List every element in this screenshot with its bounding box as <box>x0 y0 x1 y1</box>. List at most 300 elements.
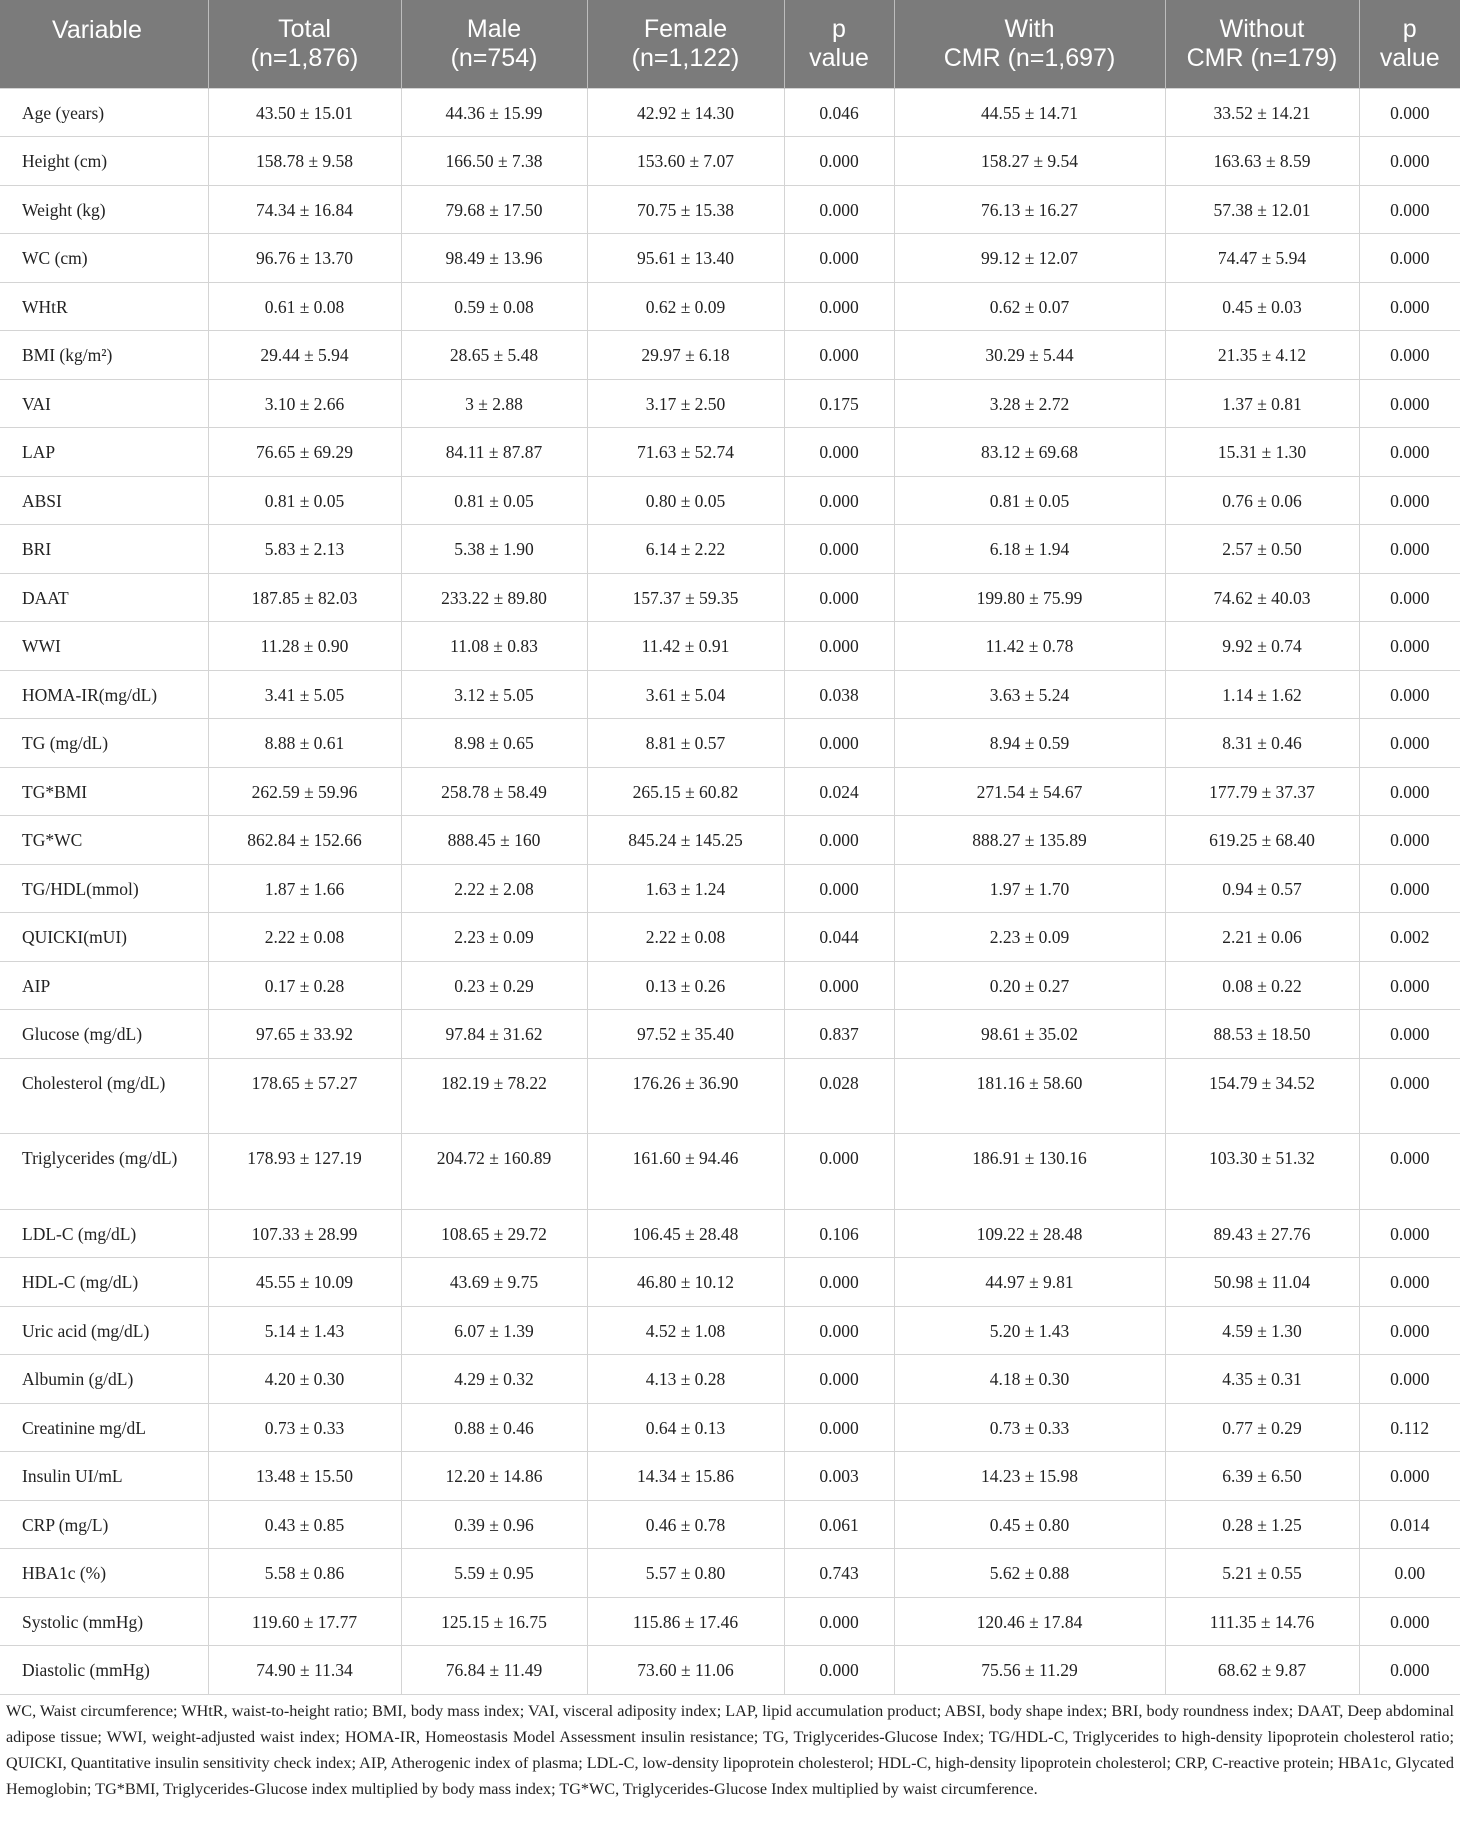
cell-total: 45.55 ± 10.09 <box>208 1258 401 1307</box>
cell-with-cmr: 5.20 ± 1.43 <box>894 1306 1165 1355</box>
cell-female: 0.64 ± 0.13 <box>587 1403 784 1452</box>
cell-p-value-sex: 0.000 <box>784 1597 894 1646</box>
cell-total: 187.85 ± 82.03 <box>208 573 401 622</box>
cell-male: 98.49 ± 13.96 <box>401 234 587 283</box>
cell-total: 3.41 ± 5.05 <box>208 670 401 719</box>
cell-with-cmr: 76.13 ± 16.27 <box>894 185 1165 234</box>
cell-variable: AIP <box>0 961 208 1010</box>
cell-variable: WC (cm) <box>0 234 208 283</box>
cell-male: 6.07 ± 1.39 <box>401 1306 587 1355</box>
cell-total: 29.44 ± 5.94 <box>208 331 401 380</box>
cell-female: 95.61 ± 13.40 <box>587 234 784 283</box>
cell-with-cmr: 3.28 ± 2.72 <box>894 379 1165 428</box>
cell-without-cmr: 163.63 ± 8.59 <box>1165 137 1359 186</box>
cell-p-value-sex: 0.046 <box>784 88 894 137</box>
cell-p-value-sex: 0.000 <box>784 961 894 1010</box>
table-row <box>0 1209 1460 1258</box>
cell-total: 76.65 ± 69.29 <box>208 428 401 477</box>
cell-male: 233.22 ± 89.80 <box>401 573 587 622</box>
table-row <box>0 1500 1460 1549</box>
cell-without-cmr: 103.30 ± 51.32 <box>1165 1134 1359 1210</box>
cell-with-cmr: 0.20 ± 0.27 <box>894 961 1165 1010</box>
table-row <box>0 622 1460 671</box>
table-row <box>0 525 1460 574</box>
cell-p-value-cmr: 0.000 <box>1359 1597 1460 1646</box>
cell-p-value-cmr: 0.000 <box>1359 1258 1460 1307</box>
cell-total: 0.81 ± 0.05 <box>208 476 401 525</box>
cell-female: 46.80 ± 10.12 <box>587 1258 784 1307</box>
cell-p-value-cmr: 0.000 <box>1359 88 1460 137</box>
cell-without-cmr: 68.62 ± 9.87 <box>1165 1646 1359 1695</box>
table-row <box>0 1646 1460 1695</box>
header-line: Female <box>643 14 728 43</box>
cell-p-value-cmr: 0.000 <box>1359 525 1460 574</box>
table-row <box>0 1306 1460 1355</box>
cell-total: 3.10 ± 2.66 <box>208 379 401 428</box>
cell-with-cmr: 158.27 ± 9.54 <box>894 137 1165 186</box>
cell-total: 13.48 ± 15.50 <box>208 1452 401 1501</box>
table-row <box>0 476 1460 525</box>
cell-variable: Systolic (mmHg) <box>0 1597 208 1646</box>
table-row <box>0 864 1460 913</box>
cell-female: 73.60 ± 11.06 <box>587 1646 784 1695</box>
header-line: (n=1,122) <box>631 43 740 72</box>
cell-p-value-sex: 0.000 <box>784 525 894 574</box>
cell-male: 204.72 ± 160.89 <box>401 1134 587 1210</box>
table-row <box>0 670 1460 719</box>
cell-male: 44.36 ± 15.99 <box>401 88 587 137</box>
table-row <box>0 1355 1460 1404</box>
cell-female: 42.92 ± 14.30 <box>587 88 784 137</box>
cell-male: 888.45 ± 160 <box>401 816 587 865</box>
cell-p-value-cmr: 0.000 <box>1359 379 1460 428</box>
cell-without-cmr: 0.77 ± 0.29 <box>1165 1403 1359 1452</box>
cell-p-value-sex: 0.000 <box>784 573 894 622</box>
cell-male: 43.69 ± 9.75 <box>401 1258 587 1307</box>
table-row <box>0 1134 1460 1210</box>
cell-variable: WHtR <box>0 282 208 331</box>
header-line: Male <box>466 14 522 43</box>
table-row <box>0 719 1460 768</box>
cell-p-value-cmr: 0.000 <box>1359 719 1460 768</box>
cell-total: 107.33 ± 28.99 <box>208 1209 401 1258</box>
cell-male: 97.84 ± 31.62 <box>401 1010 587 1059</box>
table-row <box>0 767 1460 816</box>
cell-variable: LAP <box>0 428 208 477</box>
cell-p-value-sex: 0.000 <box>784 282 894 331</box>
cell-with-cmr: 6.18 ± 1.94 <box>894 525 1165 574</box>
cell-p-value-sex: 0.038 <box>784 670 894 719</box>
cell-with-cmr: 181.16 ± 58.60 <box>894 1058 1165 1134</box>
cell-without-cmr: 2.21 ± 0.06 <box>1165 913 1359 962</box>
cell-p-value-sex: 0.000 <box>784 476 894 525</box>
table-row <box>0 1258 1460 1307</box>
cell-p-value-sex: 0.000 <box>784 331 894 380</box>
header-line: Total <box>278 14 331 43</box>
cell-male: 76.84 ± 11.49 <box>401 1646 587 1695</box>
cell-total: 0.17 ± 0.28 <box>208 961 401 1010</box>
cell-p-value-sex: 0.028 <box>784 1058 894 1134</box>
cell-female: 71.63 ± 52.74 <box>587 428 784 477</box>
cell-with-cmr: 44.97 ± 9.81 <box>894 1258 1165 1307</box>
cell-p-value-cmr: 0.000 <box>1359 1646 1460 1695</box>
table-body <box>0 88 1460 1694</box>
cell-male: 84.11 ± 87.87 <box>401 428 587 477</box>
cell-with-cmr: 0.45 ± 0.80 <box>894 1500 1165 1549</box>
header-total <box>208 0 401 88</box>
cell-p-value-sex: 0.000 <box>784 234 894 283</box>
cell-with-cmr: 83.12 ± 69.68 <box>894 428 1165 477</box>
cell-total: 96.76 ± 13.70 <box>208 234 401 283</box>
cell-with-cmr: 99.12 ± 12.07 <box>894 234 1165 283</box>
cell-female: 0.80 ± 0.05 <box>587 476 784 525</box>
cell-male: 0.81 ± 0.05 <box>401 476 587 525</box>
cell-without-cmr: 4.59 ± 1.30 <box>1165 1306 1359 1355</box>
cell-p-value-cmr: 0.000 <box>1359 282 1460 331</box>
cell-variable: Insulin UI/mL <box>0 1452 208 1501</box>
cell-female: 29.97 ± 6.18 <box>587 331 784 380</box>
cell-with-cmr: 4.18 ± 0.30 <box>894 1355 1165 1404</box>
table-header <box>0 0 1460 88</box>
cell-female: 3.61 ± 5.04 <box>587 670 784 719</box>
cell-p-value-cmr: 0.000 <box>1359 476 1460 525</box>
cell-female: 5.57 ± 0.80 <box>587 1549 784 1598</box>
cell-female: 153.60 ± 7.07 <box>587 137 784 186</box>
cell-female: 6.14 ± 2.22 <box>587 525 784 574</box>
cell-variable: Height (cm) <box>0 137 208 186</box>
cell-female: 14.34 ± 15.86 <box>587 1452 784 1501</box>
cell-with-cmr: 186.91 ± 130.16 <box>894 1134 1165 1210</box>
cell-male: 8.98 ± 0.65 <box>401 719 587 768</box>
cell-male: 125.15 ± 16.75 <box>401 1597 587 1646</box>
cell-variable: QUICKI(mUI) <box>0 913 208 962</box>
cell-p-value-cmr: 0.000 <box>1359 573 1460 622</box>
cell-female: 2.22 ± 0.08 <box>587 913 784 962</box>
cell-without-cmr: 89.43 ± 27.76 <box>1165 1209 1359 1258</box>
cell-p-value-sex: 0.000 <box>784 1134 894 1210</box>
cell-without-cmr: 74.47 ± 5.94 <box>1165 234 1359 283</box>
header-p-value-cmr <box>1359 0 1460 88</box>
cell-p-value-cmr: 0.000 <box>1359 1209 1460 1258</box>
cell-total: 11.28 ± 0.90 <box>208 622 401 671</box>
table-row <box>0 573 1460 622</box>
cell-without-cmr: 619.25 ± 68.40 <box>1165 816 1359 865</box>
cell-p-value-sex: 0.061 <box>784 1500 894 1549</box>
cell-total: 0.73 ± 0.33 <box>208 1403 401 1452</box>
header-line: value <box>809 43 869 72</box>
cell-with-cmr: 75.56 ± 11.29 <box>894 1646 1165 1695</box>
cell-variable: Uric acid (mg/dL) <box>0 1306 208 1355</box>
cell-variable: Diastolic (mmHg) <box>0 1646 208 1695</box>
cell-total: 74.90 ± 11.34 <box>208 1646 401 1695</box>
cell-female: 97.52 ± 35.40 <box>587 1010 784 1059</box>
cell-with-cmr: 14.23 ± 15.98 <box>894 1452 1165 1501</box>
header-line: p <box>1402 14 1417 43</box>
cell-p-value-cmr: 0.002 <box>1359 913 1460 962</box>
cell-p-value-cmr: 0.000 <box>1359 185 1460 234</box>
cell-p-value-cmr: 0.000 <box>1359 137 1460 186</box>
cell-variable: Albumin (g/dL) <box>0 1355 208 1404</box>
cell-female: 8.81 ± 0.57 <box>587 719 784 768</box>
header-with-cmr <box>894 0 1165 88</box>
cell-female: 3.17 ± 2.50 <box>587 379 784 428</box>
cell-female: 115.86 ± 17.46 <box>587 1597 784 1646</box>
cell-with-cmr: 2.23 ± 0.09 <box>894 913 1165 962</box>
cell-p-value-sex: 0.003 <box>784 1452 894 1501</box>
cell-without-cmr: 88.53 ± 18.50 <box>1165 1010 1359 1059</box>
cell-without-cmr: 2.57 ± 0.50 <box>1165 525 1359 574</box>
cell-variable: TG*BMI <box>0 767 208 816</box>
table-row <box>0 961 1460 1010</box>
cell-without-cmr: 4.35 ± 0.31 <box>1165 1355 1359 1404</box>
cell-male: 4.29 ± 0.32 <box>401 1355 587 1404</box>
cell-male: 2.22 ± 2.08 <box>401 864 587 913</box>
cell-variable: BMI (kg/m²) <box>0 331 208 380</box>
table-row <box>0 185 1460 234</box>
cell-p-value-sex: 0.000 <box>784 719 894 768</box>
cell-total: 119.60 ± 17.77 <box>208 1597 401 1646</box>
cell-male: 28.65 ± 5.48 <box>401 331 587 380</box>
cell-p-value-cmr: 0.000 <box>1359 816 1460 865</box>
cell-with-cmr: 120.46 ± 17.84 <box>894 1597 1165 1646</box>
cell-variable: Age (years) <box>0 88 208 137</box>
table-row <box>0 428 1460 477</box>
cell-with-cmr: 1.97 ± 1.70 <box>894 864 1165 913</box>
cell-with-cmr: 11.42 ± 0.78 <box>894 622 1165 671</box>
cell-without-cmr: 6.39 ± 6.50 <box>1165 1452 1359 1501</box>
cell-p-value-sex: 0.000 <box>784 428 894 477</box>
header-male <box>401 0 587 88</box>
cell-total: 0.43 ± 0.85 <box>208 1500 401 1549</box>
table-row <box>0 1452 1460 1501</box>
cell-without-cmr: 50.98 ± 11.04 <box>1165 1258 1359 1307</box>
cell-p-value-cmr: 0.000 <box>1359 1306 1460 1355</box>
cell-male: 0.59 ± 0.08 <box>401 282 587 331</box>
cell-without-cmr: 154.79 ± 34.52 <box>1165 1058 1359 1134</box>
cell-variable: WWI <box>0 622 208 671</box>
cell-p-value-sex: 0.000 <box>784 1403 894 1452</box>
cell-variable: Cholesterol (mg/dL) <box>0 1058 208 1134</box>
header-line: CMR (n=1,697) <box>943 43 1116 72</box>
cell-without-cmr: 33.52 ± 14.21 <box>1165 88 1359 137</box>
cell-total: 2.22 ± 0.08 <box>208 913 401 962</box>
cell-female: 1.63 ± 1.24 <box>587 864 784 913</box>
cell-female: 106.45 ± 28.48 <box>587 1209 784 1258</box>
table-row <box>0 137 1460 186</box>
header-line: CMR (n=179) <box>1186 43 1338 72</box>
cell-without-cmr: 111.35 ± 14.76 <box>1165 1597 1359 1646</box>
cell-female: 157.37 ± 59.35 <box>587 573 784 622</box>
cell-p-value-cmr: 0.014 <box>1359 1500 1460 1549</box>
cell-p-value-cmr: 0.00 <box>1359 1549 1460 1598</box>
cell-without-cmr: 8.31 ± 0.46 <box>1165 719 1359 768</box>
table-row <box>0 1010 1460 1059</box>
cell-p-value-sex: 0.837 <box>784 1010 894 1059</box>
cell-male: 0.88 ± 0.46 <box>401 1403 587 1452</box>
cell-male: 2.23 ± 0.09 <box>401 913 587 962</box>
cell-without-cmr: 57.38 ± 12.01 <box>1165 185 1359 234</box>
header-without-cmr <box>1165 0 1359 88</box>
cell-total: 43.50 ± 15.01 <box>208 88 401 137</box>
cell-female: 845.24 ± 145.25 <box>587 816 784 865</box>
cell-p-value-cmr: 0.000 <box>1359 428 1460 477</box>
cell-male: 79.68 ± 17.50 <box>401 185 587 234</box>
cell-p-value-sex: 0.000 <box>784 185 894 234</box>
cell-female: 70.75 ± 15.38 <box>587 185 784 234</box>
cell-without-cmr: 0.76 ± 0.06 <box>1165 476 1359 525</box>
cell-p-value-cmr: 0.000 <box>1359 864 1460 913</box>
table-row <box>0 234 1460 283</box>
cell-p-value-sex: 0.000 <box>784 137 894 186</box>
cell-p-value-cmr: 0.000 <box>1359 961 1460 1010</box>
table-row <box>0 1058 1460 1134</box>
cell-with-cmr: 271.54 ± 54.67 <box>894 767 1165 816</box>
cell-male: 11.08 ± 0.83 <box>401 622 587 671</box>
table-row <box>0 88 1460 137</box>
cell-variable: BRI <box>0 525 208 574</box>
cell-p-value-sex: 0.000 <box>784 1355 894 1404</box>
cell-p-value-cmr: 0.000 <box>1359 1058 1460 1134</box>
cell-with-cmr: 98.61 ± 35.02 <box>894 1010 1165 1059</box>
cell-p-value-sex: 0.000 <box>784 622 894 671</box>
cell-with-cmr: 30.29 ± 5.44 <box>894 331 1165 380</box>
cell-p-value-cmr: 0.000 <box>1359 1452 1460 1501</box>
cell-p-value-sex: 0.000 <box>784 864 894 913</box>
header-line: With <box>1004 14 1055 43</box>
cell-without-cmr: 21.35 ± 4.12 <box>1165 331 1359 380</box>
table-row <box>0 1549 1460 1598</box>
cell-female: 0.62 ± 0.09 <box>587 282 784 331</box>
cell-total: 5.58 ± 0.86 <box>208 1549 401 1598</box>
cell-total: 178.93 ± 127.19 <box>208 1134 401 1210</box>
cell-with-cmr: 44.55 ± 14.71 <box>894 88 1165 137</box>
cell-variable: Glucose (mg/dL) <box>0 1010 208 1059</box>
cell-male: 0.39 ± 0.96 <box>401 1500 587 1549</box>
cell-p-value-cmr: 0.000 <box>1359 622 1460 671</box>
cell-variable: TG/HDL(mmol) <box>0 864 208 913</box>
cell-with-cmr: 888.27 ± 135.89 <box>894 816 1165 865</box>
table-row <box>0 913 1460 962</box>
cell-with-cmr: 8.94 ± 0.59 <box>894 719 1165 768</box>
cell-total: 0.61 ± 0.08 <box>208 282 401 331</box>
table-row <box>0 1597 1460 1646</box>
cell-p-value-cmr: 0.000 <box>1359 331 1460 380</box>
cell-variable: HOMA-IR(mg/dL) <box>0 670 208 719</box>
cell-without-cmr: 74.62 ± 40.03 <box>1165 573 1359 622</box>
cell-male: 5.38 ± 1.90 <box>401 525 587 574</box>
cell-total: 97.65 ± 33.92 <box>208 1010 401 1059</box>
header-line: p <box>832 14 846 43</box>
header-line: Variable <box>52 16 142 44</box>
cell-male: 108.65 ± 29.72 <box>401 1209 587 1258</box>
cell-p-value-sex: 0.000 <box>784 1646 894 1695</box>
cell-female: 161.60 ± 94.46 <box>587 1134 784 1210</box>
cell-p-value-sex: 0.000 <box>784 1258 894 1307</box>
cell-p-value-cmr: 0.000 <box>1359 1355 1460 1404</box>
cell-variable: HBA1c (%) <box>0 1549 208 1598</box>
cell-total: 178.65 ± 57.27 <box>208 1058 401 1134</box>
cell-total: 5.14 ± 1.43 <box>208 1306 401 1355</box>
table-row <box>0 816 1460 865</box>
cell-female: 4.13 ± 0.28 <box>587 1355 784 1404</box>
cell-male: 5.59 ± 0.95 <box>401 1549 587 1598</box>
cell-variable: ABSI <box>0 476 208 525</box>
header-variable <box>0 0 208 88</box>
cell-p-value-sex: 0.743 <box>784 1549 894 1598</box>
cell-p-value-sex: 0.024 <box>784 767 894 816</box>
cell-female: 0.13 ± 0.26 <box>587 961 784 1010</box>
cell-variable: Creatinine mg/dL <box>0 1403 208 1452</box>
cell-variable: TG*WC <box>0 816 208 865</box>
cell-p-value-sex: 0.000 <box>784 1306 894 1355</box>
cell-male: 3.12 ± 5.05 <box>401 670 587 719</box>
cell-without-cmr: 1.37 ± 0.81 <box>1165 379 1359 428</box>
cell-p-value-sex: 0.000 <box>784 816 894 865</box>
cell-female: 176.26 ± 36.90 <box>587 1058 784 1134</box>
header-line: Without <box>1219 14 1305 43</box>
cell-p-value-sex: 0.106 <box>784 1209 894 1258</box>
cell-p-value-cmr: 0.000 <box>1359 1010 1460 1059</box>
cell-total: 5.83 ± 2.13 <box>208 525 401 574</box>
header-p-value-sex <box>784 0 894 88</box>
cell-p-value-sex: 0.044 <box>784 913 894 962</box>
cell-variable: HDL-C (mg/dL) <box>0 1258 208 1307</box>
cell-total: 4.20 ± 0.30 <box>208 1355 401 1404</box>
cell-variable: Weight (kg) <box>0 185 208 234</box>
cell-without-cmr: 1.14 ± 1.62 <box>1165 670 1359 719</box>
cell-with-cmr: 199.80 ± 75.99 <box>894 573 1165 622</box>
table-row <box>0 1403 1460 1452</box>
cell-p-value-cmr: 0.000 <box>1359 1134 1460 1210</box>
cell-female: 265.15 ± 60.82 <box>587 767 784 816</box>
cell-with-cmr: 0.73 ± 0.33 <box>894 1403 1165 1452</box>
table-footnote: WC, Waist circumference; WHtR, waist-to-height ratio; BMI, body mass index; VAI, visceral adiposity index; LAP, lipid accumulation product; ABSI, body shape index; BRI, body roundness index; DAAT, Deep abdominal adipose tissue; WWI, weight-adjusted waist index; HOMA-IR, Homeostasis Model Assessment insulin resistance; TG, Triglycerides-Glucose Index; TG/HDL-C, Triglycerides to high-density lipoprotein cholesterol ratio; QUICKI, Quantitative insulin sensitivity check index; AIP, Atherogenic index of plasma; LDL-C, low-density lipoprotein cholesterol; HDL-C, high-density lipoprotein cholesterol; CRP, C-reactive protein; HBA1c, Glycated Hemoglobin; TG*BMI, Triglycerides-Glucose index multiplied by body mass index; TG*WC, Triglycerides-Glucose Index multiplied by waist circumference. <box>6 1702 1454 1798</box>
table-row <box>0 282 1460 331</box>
cell-with-cmr: 5.62 ± 0.88 <box>894 1549 1165 1598</box>
cell-with-cmr: 0.81 ± 0.05 <box>894 476 1165 525</box>
table-row <box>0 379 1460 428</box>
header-row <box>0 0 1460 88</box>
cell-p-value-cmr: 0.112 <box>1359 1403 1460 1452</box>
header-line: value <box>1379 43 1440 72</box>
cell-with-cmr: 0.62 ± 0.07 <box>894 282 1165 331</box>
cell-variable: DAAT <box>0 573 208 622</box>
cell-total: 1.87 ± 1.66 <box>208 864 401 913</box>
cell-female: 4.52 ± 1.08 <box>587 1306 784 1355</box>
cell-male: 258.78 ± 58.49 <box>401 767 587 816</box>
cell-without-cmr: 0.28 ± 1.25 <box>1165 1500 1359 1549</box>
cell-without-cmr: 0.45 ± 0.03 <box>1165 282 1359 331</box>
cell-without-cmr: 9.92 ± 0.74 <box>1165 622 1359 671</box>
cell-variable: TG (mg/dL) <box>0 719 208 768</box>
cell-with-cmr: 3.63 ± 5.24 <box>894 670 1165 719</box>
cell-variable: LDL-C (mg/dL) <box>0 1209 208 1258</box>
cell-male: 166.50 ± 7.38 <box>401 137 587 186</box>
cell-without-cmr: 177.79 ± 37.37 <box>1165 767 1359 816</box>
cell-variable: CRP (mg/L) <box>0 1500 208 1549</box>
cell-p-value-cmr: 0.000 <box>1359 767 1460 816</box>
header-line: (n=1,876) <box>250 43 359 72</box>
cell-without-cmr: 5.21 ± 0.55 <box>1165 1549 1359 1598</box>
cell-variable: Triglycerides (mg/dL) <box>0 1134 208 1210</box>
header-line: (n=754) <box>450 43 538 72</box>
cell-without-cmr: 0.94 ± 0.57 <box>1165 864 1359 913</box>
cell-female: 11.42 ± 0.91 <box>587 622 784 671</box>
header-female <box>587 0 784 88</box>
cell-with-cmr: 109.22 ± 28.48 <box>894 1209 1165 1258</box>
table-row <box>0 331 1460 380</box>
cell-total: 8.88 ± 0.61 <box>208 719 401 768</box>
